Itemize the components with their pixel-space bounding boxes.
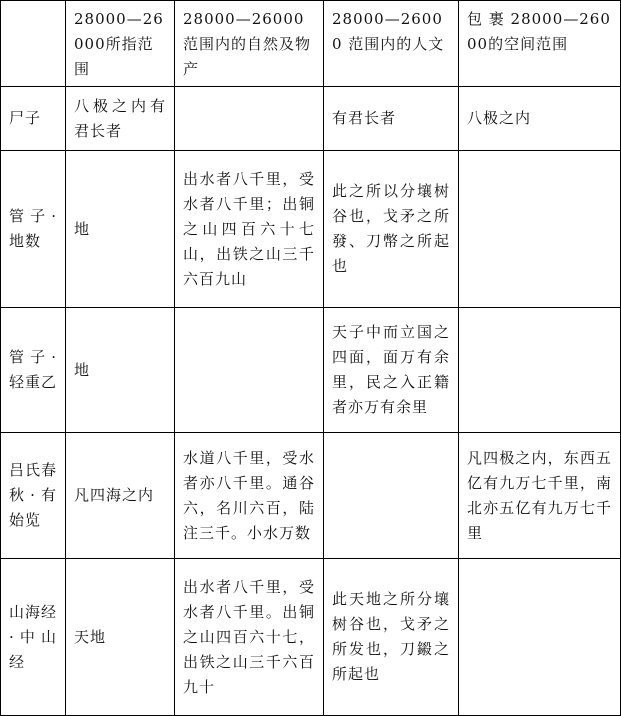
row-scope: 地 xyxy=(66,308,175,433)
row-source: 管子·轻重乙 xyxy=(1,308,66,433)
row-nature: 出水者八千里，受水者八千里；出铜之山四百六十七山，出铁之山三千六百九山 xyxy=(175,151,324,308)
row-nature: 水道八千里，受水者亦八千里。通谷六，名川六百，陆注三千。小水万数 xyxy=(175,433,324,559)
row-nature xyxy=(175,308,324,433)
table-row xyxy=(1,308,621,433)
row-scope: 地 xyxy=(66,151,175,308)
row-humanity: 此之所以分壤树谷也，戈矛之所發、刀幣之所起也 xyxy=(324,151,459,308)
row-nature: 出水者八千里，受水者八千里。出铜之山四百六十七，出铁之山三千六百九十 xyxy=(175,559,324,716)
table-row xyxy=(1,559,621,716)
row-source: 管子·地数 xyxy=(1,151,66,308)
row-space: 凡四极之内，东西五亿有九万七千里，南北亦五亿有九万七千里 xyxy=(459,433,621,559)
row-scope: 凡四海之内 xyxy=(66,433,175,559)
row-humanity: 天子中而立国之四面，面万有余里，民之入正籍者亦万有余里 xyxy=(324,308,459,433)
row-space xyxy=(459,151,621,308)
row-space xyxy=(459,559,621,716)
row-scope: 天地 xyxy=(66,559,175,716)
row-space xyxy=(459,308,621,433)
row-humanity: 有君长者 xyxy=(324,87,459,151)
header-scope: 28000—26000所指范围 xyxy=(66,1,175,87)
header-nature: 28000—26000 范围内的自然及物产 xyxy=(175,1,324,87)
row-nature xyxy=(175,87,324,151)
row-source: 山海经·中山经 xyxy=(1,559,66,716)
table-row xyxy=(1,87,621,151)
row-source: 尸子 xyxy=(1,87,66,151)
header-humanity: 28000—26000 范围内的人文 xyxy=(324,1,459,87)
header-space: 包 裹 28000—26000的空间范围 xyxy=(459,1,621,87)
row-humanity: 此天地之所分壤树谷也，戈矛之所发也，刀鎩之所起也 xyxy=(324,559,459,716)
row-source: 吕氏春秋·有始览 xyxy=(1,433,66,559)
row-humanity xyxy=(324,433,459,559)
table-row xyxy=(1,151,621,308)
header-corner xyxy=(1,1,66,87)
table-row xyxy=(1,433,621,559)
row-space: 八极之内 xyxy=(459,87,621,151)
row-scope: 八极之内有君长者 xyxy=(66,87,175,151)
header-row xyxy=(1,1,621,87)
